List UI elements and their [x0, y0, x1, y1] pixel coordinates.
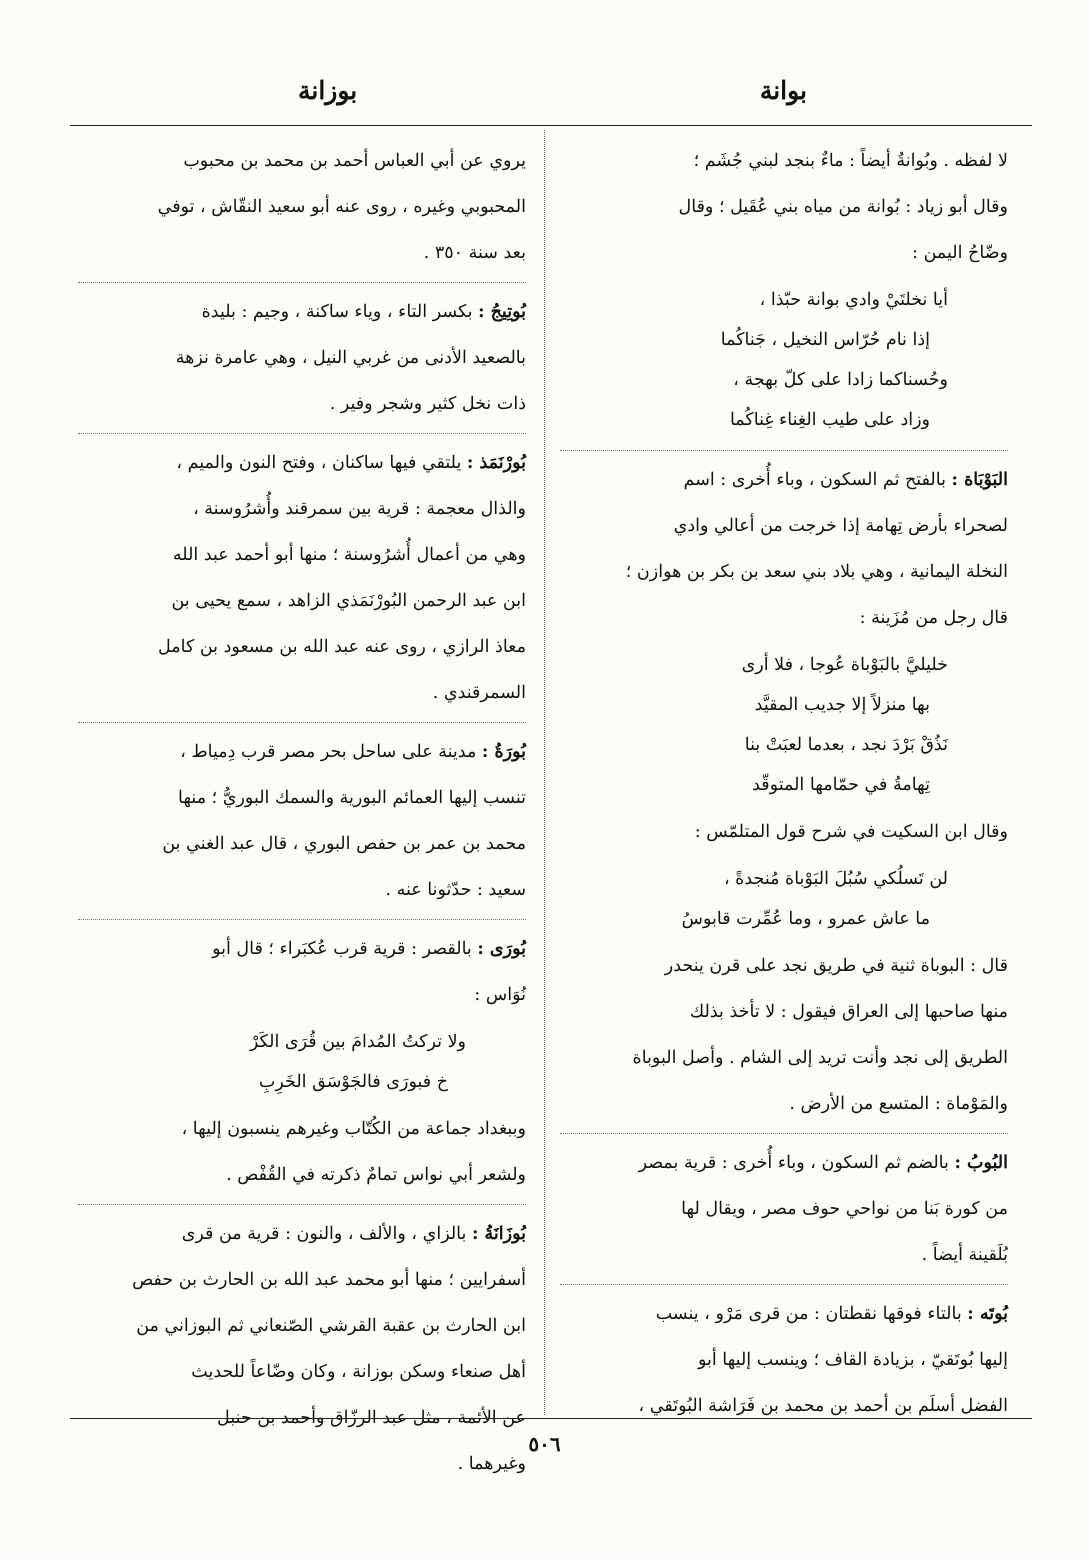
text-line: بُورَى : بالقصر : قرية قرب عُكبَراء ؛ قال أبو	[212, 939, 526, 959]
text-line: يروي عن أبي العباس أحمد بن محمد بن محبوب	[183, 151, 526, 171]
entry-headword: البَوْبَاة :	[951, 470, 1008, 490]
verse-block	[560, 645, 1008, 805]
entry-headword: بُوتِيجُ :	[478, 302, 526, 322]
header-rule	[70, 125, 1032, 126]
text-line: والمَوْماة : المتسع من الأرض .	[789, 1094, 1008, 1114]
text-line: بُوتَه : بالتاء فوقها نقطتان : من قرى مَرْو ، ينسب	[655, 1304, 1008, 1324]
text-line: سعيد : حدّثونا عنه .	[385, 880, 526, 900]
verse-line: بها منزلاً إلا جديب المقيَّد	[754, 695, 930, 715]
verse-line: ولا تركتُ المُدامَ بين قُرَى الكَرْ	[249, 1032, 466, 1052]
text-line: ابن عبد الرحمن البُورْنَمَذي الزاهد ، سمع يحيى بن	[171, 591, 526, 611]
text-line: وببغداد جماعة من الكُتّاب وغيرهم ينسبون إليها ،	[181, 1119, 526, 1139]
verse-block	[560, 280, 1008, 440]
text-line: الطريق إلى نجد وأنت تريد إلى الشام . وأصل البوباة	[632, 1048, 1008, 1068]
text-line: لا لفظه . وبُوانةُ أيضاً : ماءٌ بنجد لبني جُشَم ؛	[693, 151, 1008, 171]
text-line: البُوبُ : بالضم ثم السكون ، وباء أُخرى : قرية بمصر	[638, 1153, 1008, 1173]
text-line: البَوْبَاة : بالفتح ثم السكون ، وباء أُخرى : اسم	[683, 470, 1008, 490]
text-line: المحبوبي وغيره ، روى عنه أبو سعيد النقّاش ، توفي	[157, 197, 526, 217]
verse-line: أيا نخلتَيْ وادي بوانة حبّذا ،	[759, 290, 948, 310]
entry-al-bub	[560, 1140, 1008, 1285]
verse-line: لن تَسلُكي سُبُلَ البَوْباة مُنجدةً ،	[723, 869, 948, 889]
text-line: أسفرايين ؛ منها أبو محمد عبد الله بن الحارث بن حفص	[132, 1270, 526, 1290]
verse-line: إذا نام حُرّاس النخيل ، جَناكُما	[720, 330, 930, 350]
verse-block	[560, 859, 1008, 939]
text-line: السمرقندي .	[432, 683, 526, 703]
verse-block	[78, 1022, 526, 1102]
text-line: وهي من أعمال أُشرُوسنة ؛ منها أبو أحمد عبد الله	[172, 545, 526, 565]
text-line: وقال ابن السكيت في شرح قول المتلمّس :	[694, 822, 1008, 842]
text-line: وغيرهما .	[457, 1454, 526, 1474]
page-number: ٥٠٦	[528, 1432, 561, 1456]
text-line: قال : البوباة ثنية في طريق نجد على قرن ينحدر	[664, 956, 1008, 976]
entry-headword: بُورَى :	[477, 939, 526, 959]
text-line: إليها بُوتَقيّ ، بزيادة القاف ؛ وينسب إليها أبو	[697, 1350, 1008, 1370]
text-line: من كورة بَنا من نواحي حوف مصر ، ويقال لها	[681, 1199, 1008, 1219]
entry-butah	[560, 1291, 1008, 1435]
text-line: بُوتِيجُ : بكسر التاء ، وياء ساكنة ، وجيم : بليدة	[201, 302, 526, 322]
text-line: ولشعر أبي نواس تمامٌ ذكرته في القُفْص .	[226, 1165, 526, 1185]
text-line: محمد بن عمر بن حفص البوري ، قال عبد الغني بن	[162, 834, 526, 854]
entry-headword: بُورْنَمَذ :	[466, 453, 526, 473]
running-header-right: بوانة	[759, 76, 807, 105]
entry-butij	[78, 289, 526, 434]
text-line: والذال معجمة : قرية بين سمرقند وأُشرُوسنة ،	[193, 499, 526, 519]
footer-rule	[70, 1418, 1032, 1419]
text-line: ابن الحارث بن عقبة القرشي الصّنعاني ثم البوزاني من	[136, 1316, 526, 1336]
verse-line: ما عاش عمرو ، وما عُمِّرت قابوسُ	[681, 909, 930, 929]
entry-bura	[78, 926, 526, 1205]
right-column	[560, 138, 1008, 1416]
text-line: بالصعيد الأدنى من غربي النيل ، وهي عامرة نزهة	[175, 348, 526, 368]
running-header-left: بوزانة	[298, 76, 358, 105]
verse-line: خليليَّ بالبَوْباة عُوجا ، فلا أرى	[741, 655, 948, 675]
text-line: أهل صنعاء وسكن بوزانة ، وكان وضّاعاً للحديث	[191, 1362, 526, 1382]
text-line: وضّاحُ اليمن :	[912, 243, 1008, 263]
text-line: معاذ الرازي ، روى عنه عبد الله بن مسعود بن كامل	[158, 637, 526, 657]
entry-bunamadh	[78, 440, 526, 723]
text-line: بعد سنة ٣٥٠ .	[423, 243, 526, 263]
verse-line: تِهامةُ في حمّامها المتوقّد	[752, 775, 930, 795]
text-line: بُورَةُ : مدينة على ساحل بحر مصر قرب دِمياط ،	[180, 742, 526, 762]
column-divider	[544, 130, 545, 1415]
text-line: ذات نخل كثير وشجر وفير .	[329, 394, 526, 414]
verse-line: وحُسناكما زادا على كلّ بهجة ،	[733, 370, 948, 390]
text-line: الفضل أسلَم بن أحمد بن محمد بن فَرَاشة البُوتَقي ،	[638, 1396, 1008, 1416]
entry-headword: البُوبُ :	[954, 1153, 1008, 1173]
entry-bawanah-continued	[560, 138, 1008, 451]
text-line: نُوَاس :	[474, 985, 526, 1005]
text-line: النخلة اليمانية ، وهي بلاد بني سعد بن بكر بن هوازن ؛	[625, 562, 1008, 582]
entry-burah	[78, 729, 526, 920]
left-column	[78, 138, 526, 1474]
entry-headword: بُوتَه :	[967, 1304, 1008, 1324]
text-line: لصحراء بأرض تِهامة إذا خرجت من أعالي وادي	[673, 516, 1008, 536]
text-line: تنسب إليها العمائم البورية والسمك البوريُّ ؛ منها	[178, 788, 526, 808]
verse-line: وزاد على طيب الغِناء غِناكُما	[729, 410, 930, 430]
verse-line: خ فبورَى فالجَوْسَق الخَرِبِ	[258, 1072, 448, 1092]
text-line: قال رجل من مُزَينة :	[859, 608, 1008, 628]
entry-headword: بُوزَانَةُ :	[471, 1224, 526, 1244]
text-line: عن الأئمة ، مثل عبد الرزّاق وأحمد بن حنبل	[217, 1408, 526, 1428]
entry-continued-text	[78, 138, 526, 283]
text-line: بُورْنَمَذ : يلتقي فيها ساكنان ، وفتح النون والميم ،	[176, 453, 526, 473]
entry-headword: بُورَةُ :	[481, 742, 526, 762]
text-line: بُوزَانَةُ : بالزاي ، والألف ، والنون : قرية من قرى	[181, 1224, 526, 1244]
text-line: منها صاحبها إلى العراق فيقول : لا تأخذ بذلك	[689, 1002, 1008, 1022]
entry-al-bawbah	[560, 457, 1008, 1134]
text-line: وقال أبو زياد : بُوانة من مياه بني عُقَيل ؛ وقال	[678, 197, 1008, 217]
text-line: بُلَقينة أيضاً .	[921, 1245, 1008, 1265]
verse-line: نَذُقْ بَرْدَ نجد ، بعدما لعبَتْ بنا	[744, 735, 948, 755]
